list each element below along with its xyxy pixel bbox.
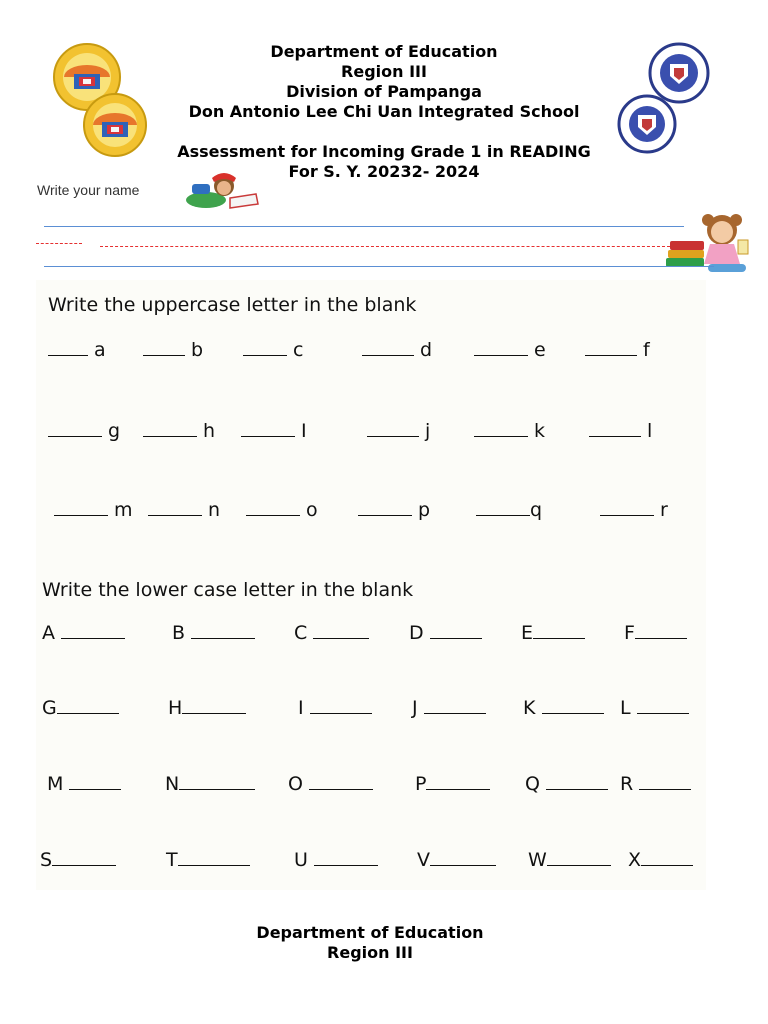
lowercase-item[interactable]: I (298, 695, 372, 719)
uppercase-item[interactable]: g (48, 418, 120, 442)
uppercase-item[interactable]: k (474, 418, 545, 442)
lowercase-item[interactable]: T (166, 847, 250, 871)
uppercase-item[interactable]: a (48, 337, 106, 361)
lowercase-item[interactable]: V (417, 847, 496, 871)
footer (0, 923, 740, 963)
lowercase-item[interactable]: A (42, 620, 125, 644)
lowercase-item[interactable]: P (415, 771, 490, 795)
lowercase-item[interactable]: B (172, 620, 255, 644)
header (0, 42, 768, 182)
lowercase-item[interactable]: M (47, 771, 121, 795)
reading-child-icon (184, 170, 260, 212)
uppercase-item[interactable]: o (246, 497, 318, 521)
name-midline (100, 246, 670, 247)
lowercase-item[interactable]: H (168, 695, 246, 719)
header-line-6: For S. Y. 20232- 2024 (288, 162, 480, 181)
lowercase-item[interactable]: R (620, 771, 691, 795)
uppercase-item[interactable]: q (476, 497, 542, 521)
uppercase-item[interactable]: e (474, 337, 546, 361)
uppercase-item[interactable]: l (589, 418, 652, 442)
name-line-top (44, 226, 684, 227)
lowercase-item[interactable]: E (521, 620, 585, 644)
lowercase-item[interactable]: X (628, 847, 693, 871)
lowercase-item[interactable]: Q (525, 771, 608, 795)
lowercase-item[interactable]: G (42, 695, 119, 719)
header-line-3: Division of Pampanga (286, 82, 482, 101)
girl-with-books-icon (664, 210, 758, 278)
lowercase-section-title: Write the lower case letter in the blank (42, 579, 414, 601)
lowercase-item[interactable]: S (40, 847, 116, 871)
lowercase-item[interactable]: O (288, 771, 373, 795)
uppercase-item[interactable]: n (148, 497, 220, 521)
uppercase-item[interactable]: r (600, 497, 668, 521)
name-prompt: Write your name (37, 182, 140, 198)
lowercase-item[interactable]: K (523, 695, 604, 719)
uppercase-item[interactable]: d (362, 337, 432, 361)
header-line-1: Department of Education (270, 42, 498, 61)
lowercase-item[interactable]: W (528, 847, 611, 871)
footer-line-1: Department of Education (256, 923, 484, 942)
name-midline-short (36, 243, 82, 244)
uppercase-item[interactable]: m (54, 497, 133, 521)
lowercase-item[interactable]: C (294, 620, 369, 644)
name-line-bottom[interactable] (44, 266, 714, 267)
uppercase-item[interactable]: h (143, 418, 215, 442)
header-line-5: Assessment for Incoming Grade 1 in READING (177, 142, 591, 161)
header-line-2: Region III (341, 62, 427, 81)
uppercase-item[interactable]: p (358, 497, 430, 521)
lowercase-item[interactable]: L (620, 695, 689, 719)
lowercase-item[interactable]: F (624, 620, 687, 644)
uppercase-section-title: Write the uppercase letter in the blank (48, 294, 417, 316)
lowercase-item[interactable]: U (294, 847, 378, 871)
lowercase-item[interactable]: N (165, 771, 255, 795)
uppercase-item[interactable]: I (241, 418, 307, 442)
uppercase-item[interactable]: b (143, 337, 203, 361)
header-line-4: Don Antonio Lee Chi Uan Integrated School (188, 102, 580, 121)
lowercase-item[interactable]: J (412, 695, 486, 719)
footer-line-2: Region III (327, 943, 413, 962)
lowercase-item[interactable]: D (409, 620, 482, 644)
uppercase-item[interactable]: f (585, 337, 650, 361)
uppercase-item[interactable]: j (367, 418, 430, 442)
uppercase-item[interactable]: c (243, 337, 304, 361)
